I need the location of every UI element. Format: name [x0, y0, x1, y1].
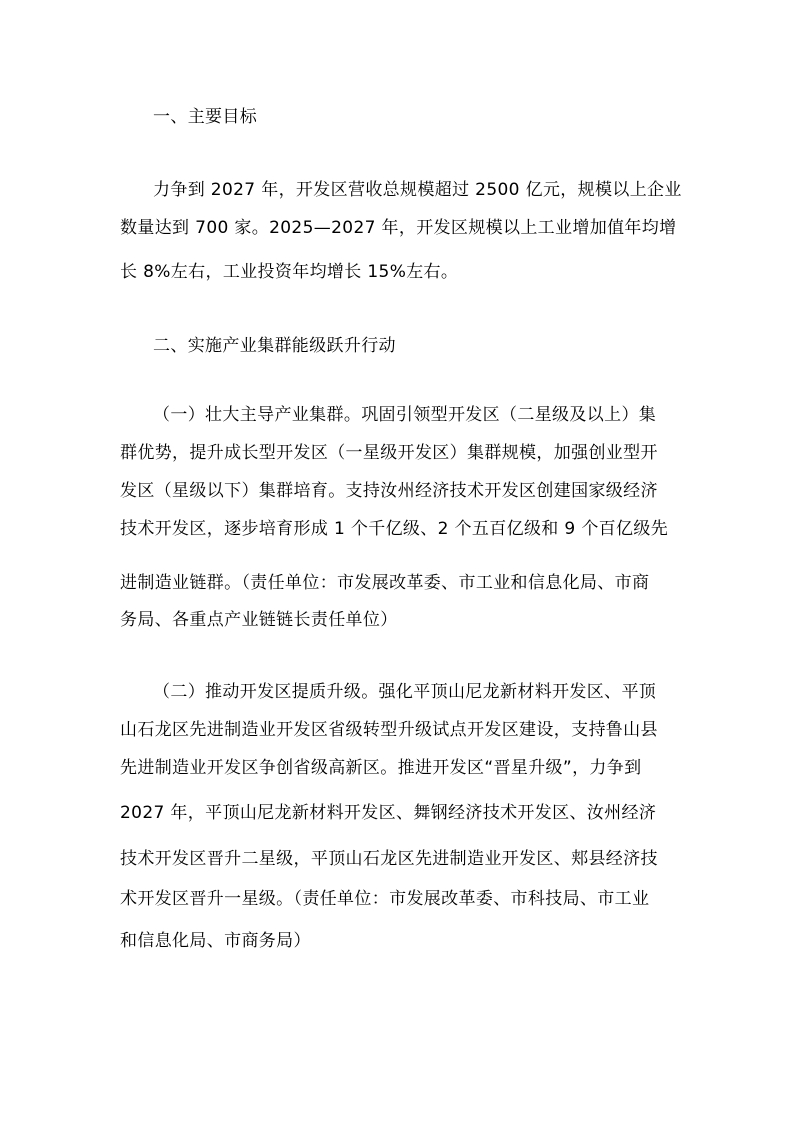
paragraph-line: 发区（星级以下）集群培育。支持汝州经济技术开发区创建国家级经济	[120, 481, 658, 501]
section-heading-industry-cluster: 二、实施产业集群能级跃升行动	[153, 336, 396, 356]
paragraph-line: 力争到 2027 年，开发区营收总规模超过 2500 亿元，规模以上企业	[153, 180, 682, 200]
paragraph-line: 务局、各重点产业链链长责任单位）	[120, 610, 398, 630]
paragraph-line: 2027 年，平顶山尼龙新材料开发区、舞钢经济技术开发区、汝州经济	[120, 803, 657, 823]
paragraph-line: 先进制造业开发区争创省级高新区。推进开发区“晋星升级”，力争到	[120, 758, 642, 778]
paragraph-line: （二）推动开发区提质升级。强化平顶山尼龙新材料开发区、平顶	[153, 682, 657, 702]
paragraph-line: 数量达到 700 家。2025—2027 年，开发区规模以上工业增加值年均增	[120, 218, 677, 238]
paragraph-line: 和信息化局、市商务局）	[120, 931, 311, 951]
paragraph-line: 长 8%左右，工业投资年均增长 15%左右。	[120, 262, 459, 282]
paragraph-line: 技术开发区，逐步培育形成 1 个千亿级、2 个五百亿级和 9 个百亿级先	[120, 519, 669, 539]
paragraph-line: 术开发区晋升一星级。（责任单位：市发展改革委、市科技局、市工业	[120, 889, 650, 909]
paragraph-line: 技术开发区晋升二星级，平顶山石龙区先进制造业开发区、郏县经济技	[120, 849, 658, 869]
section-heading-main-goals: 一、主要目标	[153, 107, 258, 127]
paragraph-line: 群优势，提升成长型开发区（一星级开发区）集群规模，加强创业型开	[120, 443, 658, 463]
paragraph-line: （一）壮大主导产业集群。巩固引领型开发区（二星级及以上）集	[153, 405, 657, 425]
paragraph-line: 进制造业链群。（责任单位：市发展改革委、市工业和信息化局、市商	[120, 573, 650, 593]
paragraph-line: 山石龙区先进制造业开发区省级转型升级试点开发区建设，支持鲁山县	[120, 720, 658, 740]
